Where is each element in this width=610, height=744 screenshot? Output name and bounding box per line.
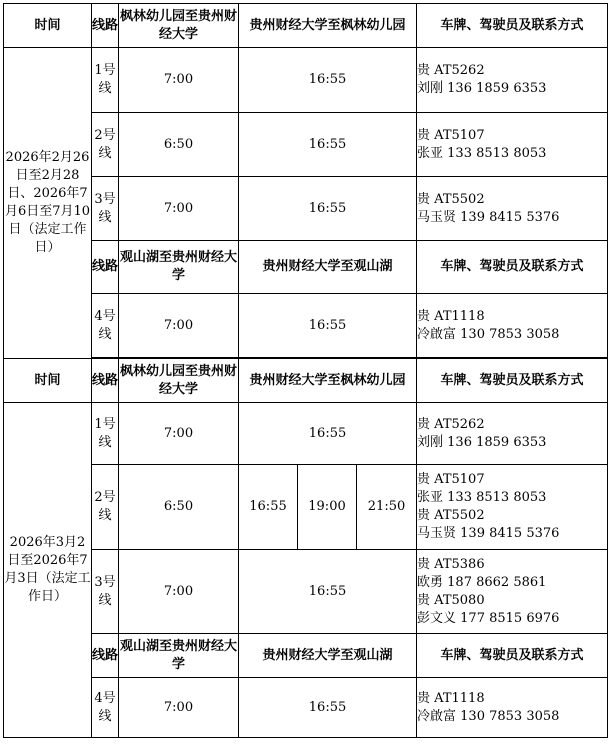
line-number: 4号线: [92, 294, 119, 358]
plate-number: 贵 AT5107: [417, 472, 485, 487]
line-header: 线路: [92, 634, 119, 678]
return-time: 16:55: [239, 113, 417, 177]
depart-time: 7:00: [119, 294, 239, 358]
header-row: [4, 4, 608, 48]
period-label: 2026年3月2日至2026年7月3日（法定工作日）: [4, 403, 92, 738]
contact-header: 车牌、驾驶员及联系方式: [417, 359, 608, 403]
depart-time: 6:50: [119, 113, 239, 177]
line-header: 线路: [92, 359, 119, 403]
contact-cell: [417, 48, 608, 113]
line-number: 4号线: [92, 678, 119, 738]
contact-header: 车牌、驾驶员及联系方式: [417, 241, 608, 294]
contact-cell: [417, 113, 608, 177]
to-school-header: 观山湖至贵州财经大学: [119, 634, 239, 678]
driver-phone: 刘刚 136 1859 6353: [417, 81, 547, 96]
driver-phone: 张亚 133 8513 8053: [417, 145, 547, 161]
line-number: 3号线: [92, 177, 119, 241]
to-school-header: 枫林幼儿园至贵州财经大学: [119, 4, 239, 48]
driver-phone: 刘刚 136 1859 6353: [417, 434, 547, 450]
plate-number: 贵 AT1118: [417, 690, 485, 706]
from-school-header: 贵州财经大学至观山湖: [239, 634, 417, 678]
driver-phone: 冷啟富 130 7853 3058: [417, 708, 560, 724]
contact-cell: [417, 294, 608, 358]
line-header: 线路: [92, 4, 119, 48]
from-school-header: 贵州财经大学至枫林幼儿园: [239, 4, 417, 48]
depart-time: 7:00: [119, 550, 239, 634]
contact-header: 车牌、驾驶员及联系方式: [417, 634, 608, 678]
return-time: 16:55: [239, 294, 417, 358]
sub-header-row: [4, 241, 608, 294]
driver-phone: 马玉贤 139 8415 5376: [417, 526, 560, 541]
return-time: 16:55: [239, 48, 417, 113]
to-school-header: 观山湖至贵州财经大学: [119, 241, 239, 294]
contact-header: 车牌、驾驶员及联系方式: [417, 4, 608, 48]
bus-schedule-table: [3, 3, 608, 738]
line-number: 2号线: [92, 465, 119, 550]
table-row: [4, 550, 608, 634]
table-row: [4, 678, 608, 738]
depart-time: 7:00: [119, 48, 239, 113]
driver-phone: 欧勇 187 8662 5861: [417, 574, 547, 590]
plate-number: 贵 AT1118: [417, 308, 485, 324]
depart-time: 7:00: [119, 177, 239, 241]
driver-phone: 彭文义 177 8515 6976: [417, 610, 560, 626]
period-label: 2026年2月26日至2月28日、2026年7月6日至7月10日（法定工作日）: [4, 48, 92, 359]
plate-number: 贵 AT5262: [417, 63, 485, 78]
return-time: 19:00: [298, 465, 357, 550]
line-number: 1号线: [92, 48, 119, 113]
depart-time: 7:00: [119, 403, 239, 465]
from-school-header: 贵州财经大学至观山湖: [239, 241, 417, 294]
from-school-header: 贵州财经大学至枫林幼儿园: [239, 359, 417, 403]
contact-cell: [417, 678, 608, 738]
time-header: 时间: [4, 4, 92, 48]
plate-number: 贵 AT5080: [417, 592, 485, 608]
table-row: [4, 403, 608, 465]
depart-time: 6:50: [119, 465, 239, 550]
line-number: 1号线: [92, 403, 119, 465]
table-row: [4, 177, 608, 241]
time-header: 时间: [4, 359, 92, 403]
depart-time: 7:00: [119, 678, 239, 738]
sub-header-row: [4, 634, 608, 678]
plate-number: 贵 AT5502: [417, 508, 485, 523]
line-number: 2号线: [92, 113, 119, 177]
return-time: 21:50: [357, 465, 417, 550]
plate-number: 贵 AT5502: [417, 191, 485, 207]
return-time: 16:55: [239, 177, 417, 241]
table-row: [4, 113, 608, 177]
return-time: 16:55: [239, 465, 298, 550]
driver-phone: 马玉贤 139 8415 5376: [417, 209, 560, 225]
return-time: 16:55: [239, 550, 417, 634]
contact-cell: [417, 177, 608, 241]
return-time: 16:55: [239, 403, 417, 465]
table-row: [4, 465, 608, 550]
contact-cell: [417, 550, 608, 634]
contact-cell: [417, 465, 608, 550]
line-header: 线路: [92, 241, 119, 294]
to-school-header: 枫林幼儿园至贵州财经大学: [119, 359, 239, 403]
return-time: 16:55: [239, 678, 417, 738]
plate-number: 贵 AT5386: [417, 556, 485, 572]
driver-phone: 冷啟富 130 7853 3058: [417, 326, 560, 342]
header-row: [4, 359, 608, 403]
plate-number: 贵 AT5262: [417, 416, 485, 432]
table-row: [4, 294, 608, 358]
line-number: 3号线: [92, 550, 119, 634]
table-row: [4, 48, 608, 113]
plate-number: 贵 AT5107: [417, 127, 485, 143]
contact-cell: [417, 403, 608, 465]
driver-phone: 张亚 133 8513 8053: [417, 490, 547, 505]
